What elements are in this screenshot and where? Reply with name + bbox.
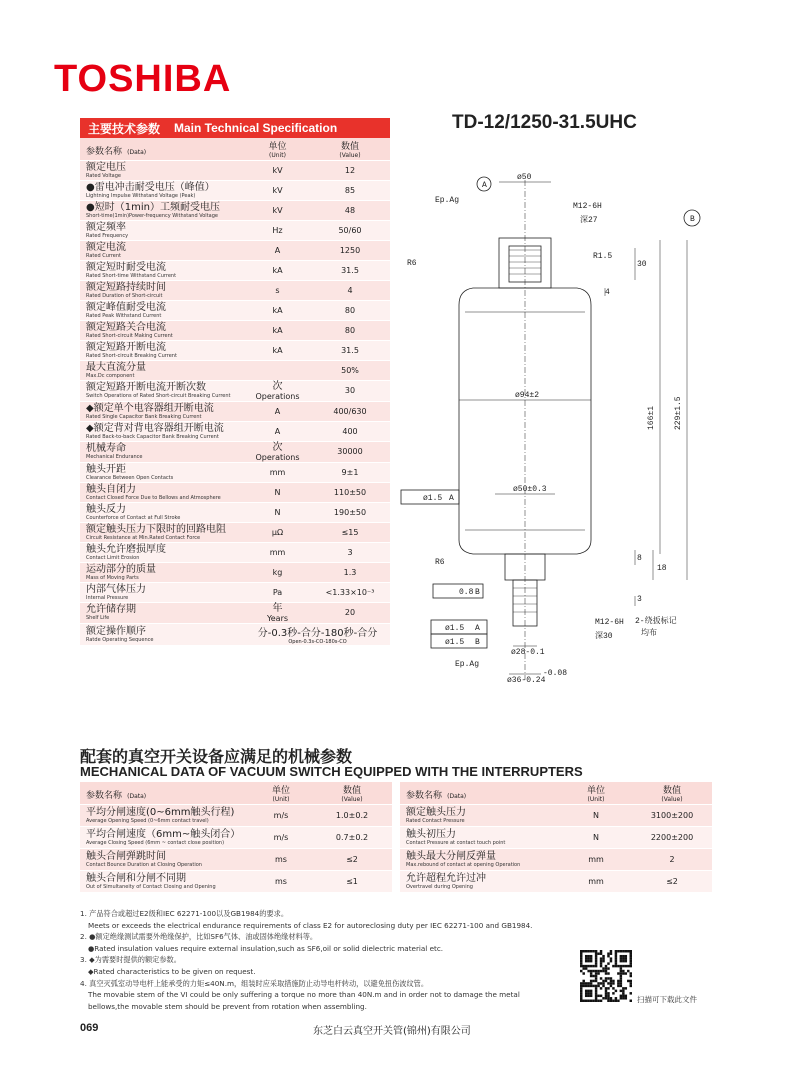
mech-title-en: MECHANICAL DATA OF VACUUM SWITCH EQUIPPED WITH THE INTERRUPTERS <box>80 764 583 779</box>
company-name: 东芝白云真空开关管(锦州)有限公司 <box>313 1026 471 1037</box>
mech-value: 1.0±0.2 <box>312 804 392 826</box>
spec-value: <1.33×10⁻³ <box>310 582 390 602</box>
drawing-label: ø1.5 <box>423 494 443 503</box>
spec-name-cn: 额定短路持续时间 <box>86 281 166 293</box>
spec-name-cn: 额定电流 <box>86 241 126 253</box>
drawing-label: Ep.Ag <box>435 196 460 205</box>
note-line: ●Rated insulation values require external insulation,such as SF6,oil or solid dielectric material etc. <box>88 943 444 953</box>
spec-value: 50% <box>310 360 390 380</box>
mech-row <box>80 826 392 848</box>
spec-name-en: Clearance Between Open Contacts <box>86 474 174 481</box>
spec-value: 30 <box>310 380 390 401</box>
drawing-label: -0.08 <box>543 669 568 678</box>
spec-header-row <box>80 138 390 160</box>
mech-name-en: Out of Simultaneity of Contact Closing and Opening <box>86 883 216 890</box>
spec-name-cn: 内部气体压力 <box>86 583 146 595</box>
spec-name-en: Rated Voltage <box>86 172 121 179</box>
spec-name <box>80 502 245 522</box>
spec-unit <box>245 360 310 380</box>
mech-title-cn: 配套的真空开关设备应满足的机械参数 <box>80 747 353 766</box>
spec-name-cn: 运动部分的质量 <box>86 563 156 575</box>
spec-table <box>80 138 390 646</box>
spec-value: 9±1 <box>310 462 390 482</box>
spec-name-en: Circuit Resistance at Min.Rated Contact Force <box>86 534 201 541</box>
model-number: TD-12/1250-31.5UHC <box>452 112 637 133</box>
spec-unit: A <box>245 421 310 441</box>
spec-value: 50/60 <box>310 220 390 240</box>
spec-unit: μΩ <box>245 522 310 542</box>
spec-row <box>80 300 390 320</box>
spec-name <box>80 462 245 482</box>
spec-name-cn: 额定触头压力下限时的回路电阻 <box>86 523 226 535</box>
spec-name-en: Shelf Life <box>86 615 110 621</box>
spec-row <box>80 542 390 562</box>
drawing-label: 深30 <box>595 632 613 641</box>
spec-unit: kA <box>245 260 310 280</box>
spec-name-cn: 额定短路关合电流 <box>86 321 166 333</box>
spec-row <box>80 340 390 360</box>
spec-name-en: Counterforce of Contact at Full Stroke <box>86 514 181 521</box>
spec-name-en: Mass of Moving Parts <box>86 574 139 581</box>
mech-row <box>400 804 712 826</box>
spec-name <box>80 562 245 582</box>
spec-name <box>80 582 245 602</box>
note-line: bellows,the movable stem should be prevent from rotation when assembling. <box>88 1001 367 1011</box>
drawing-label: 166±1 <box>647 405 656 430</box>
spec-row <box>80 380 390 401</box>
spec-value: 12 <box>310 160 390 180</box>
spec-name-cn: 额定短时耐受电流 <box>86 261 166 273</box>
spec-unit-cn: 年 <box>272 602 283 614</box>
spec-name-en: Rated Peak Withstand Current <box>86 312 162 319</box>
header-unit: 单位 (Unit) <box>560 782 632 804</box>
spec-name-cn: ●雷电冲击耐受电压（峰值） <box>86 181 215 193</box>
spec-name-en: Rated Single Capacitor Bank Breaking Current <box>86 413 202 420</box>
spec-name <box>80 340 245 360</box>
spec-name <box>80 220 245 240</box>
spec-value: 80 <box>310 300 390 320</box>
spec-row <box>80 320 390 340</box>
spec-name-en: Rated Current <box>86 252 122 259</box>
spec-row <box>80 421 390 441</box>
spec-value: 1250 <box>310 240 390 260</box>
spec-value: 31.5 <box>310 340 390 360</box>
spec-name-en: Rated Back-to-back Capacitor Bank Breaking Current <box>86 433 219 440</box>
spec-name-en: Contact Limit Erosion <box>86 554 140 561</box>
spec-banner <box>80 118 390 138</box>
drawing-label: A <box>482 181 487 190</box>
spec-name <box>80 180 245 200</box>
spec-unit: A <box>245 240 310 260</box>
sequence-cn: 分-0.3秒-合分-180秒-合分 <box>257 627 378 639</box>
note-line: ◆Rated characteristics to be given on request. <box>88 966 256 976</box>
spec-value: 4 <box>310 280 390 300</box>
spec-name <box>80 320 245 340</box>
mech-value: 2200±200 <box>632 826 712 848</box>
spec-title-cn: 主要技术参数 <box>88 121 161 136</box>
mech-row <box>400 848 712 870</box>
spec-name-cn: 额定峰值耐受电流 <box>86 301 166 313</box>
spec-value: 80 <box>310 320 390 340</box>
spec-unit: kV <box>245 160 310 180</box>
spec-unit-en: Operations <box>255 391 300 401</box>
mech-unit: mm <box>560 870 632 892</box>
header-name: 参数名称 (Data) <box>400 782 560 804</box>
drawing-label: A <box>475 624 480 633</box>
spec-name-cn: ◆额定背对背电容器组开断电流 <box>86 422 224 434</box>
header-value: 数值 (Value) <box>312 782 392 804</box>
spec-unit: kA <box>245 300 310 320</box>
sequence-en: Open-0.3s-CO-180s-CO <box>288 638 347 645</box>
qr-code[interactable] <box>580 950 632 1002</box>
spec-name <box>80 240 245 260</box>
note-line: 4. 真空灭弧室动导电杆上能承受的力矩≤40N.m，组装时应采取措施防止动导电杆转动，以避免扭伤波纹管。 <box>80 978 429 988</box>
mech-name-cn: 平均合闸速度（6mm~触头闭合） <box>86 828 241 840</box>
spec-unit: A <box>245 401 310 421</box>
drawing-label: 3 <box>637 595 642 604</box>
spec-name <box>80 542 245 562</box>
mech-name <box>400 848 560 870</box>
spec-name-en: Rated Short-time Withstand Current <box>86 272 177 279</box>
spec-row <box>80 582 390 602</box>
spec-unit: mm <box>245 462 310 482</box>
spec-row-sequence <box>80 623 390 645</box>
note-line: 2. ●额定绝缘测试需要外绝缘保护，比如SF6气体、油或固体绝缘材料等。 <box>80 932 318 942</box>
spec-title-en: Main Technical Specification <box>174 121 338 135</box>
spec-value: 400 <box>310 421 390 441</box>
spec-name <box>80 300 245 320</box>
mech-name-cn: 触头合闸和分闸不同期 <box>86 872 186 884</box>
drawing-label: Ep.Ag <box>455 660 480 669</box>
mech-unit: N <box>560 826 632 848</box>
spec-name-cn: 额定短路开断电流开断次数 <box>86 382 206 393</box>
spec-name-cn: 机械寿命 <box>86 443 126 454</box>
spec-name <box>80 260 245 280</box>
spec-name <box>80 160 245 180</box>
drawing-label: 2-绕扳标记 <box>635 617 677 626</box>
spec-name <box>80 441 245 462</box>
spec-name-en: Max.Dc component <box>86 372 135 379</box>
spec-row <box>80 401 390 421</box>
spec-row <box>80 562 390 582</box>
spec-name <box>80 360 245 380</box>
mech-left-header <box>80 782 392 804</box>
mech-row <box>400 826 712 848</box>
spec-name <box>80 482 245 502</box>
spec-value: ≤15 <box>310 522 390 542</box>
spec-value: 48 <box>310 200 390 220</box>
mech-name <box>80 804 250 826</box>
spec-name <box>80 421 245 441</box>
spec-name-en: Rated Short-circuit Making Current <box>86 332 173 339</box>
spec-unit: s <box>245 280 310 300</box>
spec-row <box>80 220 390 240</box>
mech-name-en: Average Opening Speed (0~6mm contact travel) <box>86 817 209 824</box>
mech-table-right <box>400 782 712 893</box>
spec-name <box>80 280 245 300</box>
mech-value: ≤2 <box>632 870 712 892</box>
drawing-label: B <box>475 638 480 647</box>
spec-name-en: Lightning Impulse Withstand Voltage (Peak) <box>86 192 196 199</box>
spec-name-cn: 触头允许磨损厚度 <box>86 543 166 555</box>
spec-name-en: Switch Operations of Rated Short-circuit Breaking Current <box>86 393 231 399</box>
note-line: 3. ◆为需要时提供的额定参数。 <box>80 955 181 965</box>
notes <box>80 908 600 1012</box>
spec-value: 30000 <box>310 441 390 462</box>
spec-unit <box>245 380 310 401</box>
mech-table-left <box>80 782 392 893</box>
drawing-label: 30 <box>637 260 647 269</box>
interrupter-drawing <box>395 160 725 700</box>
mech-name <box>400 826 560 848</box>
header-unit: 单位 (Unit) <box>245 138 310 160</box>
mech-unit: mm <box>560 848 632 870</box>
note-line: The movabie stem of the VI could be only suffering a torque no more than 40N.m and in order not to damage the metal <box>88 990 520 1000</box>
drawing-label: R6 <box>407 259 417 268</box>
spec-name <box>80 602 245 623</box>
drawing-label: ø36-0.24 <box>507 676 546 685</box>
spec-name <box>80 522 245 542</box>
header-value: 数值 (Value) <box>632 782 712 804</box>
spec-unit: Hz <box>245 220 310 240</box>
spec-unit: kA <box>245 320 310 340</box>
spec-name-en: Rated Frequency <box>86 232 129 239</box>
drawing-label: 229±1.5 <box>674 396 683 430</box>
spec-row <box>80 602 390 623</box>
mech-value: ≤2 <box>312 848 392 870</box>
drawing-label: 8 <box>637 554 642 563</box>
spec-unit-en: Operations <box>255 452 300 462</box>
spec-unit: kV <box>245 200 310 220</box>
mech-name-en: Overtravel during Opening <box>406 883 473 890</box>
mech-name-cn: 触头初压力 <box>406 828 456 840</box>
drawing-label: B <box>690 215 695 224</box>
mech-unit: m/s <box>250 804 312 826</box>
spec-name-cn: 触头自闭力 <box>86 483 136 495</box>
spec-unit-cn: 次 <box>272 380 283 392</box>
spec-unit: mm <box>245 542 310 562</box>
spec-unit <box>245 441 310 462</box>
spec-name-cn: ◆额定单个电容器组开断电流 <box>86 402 214 414</box>
header-name: 参数名称 (Data) <box>80 138 245 160</box>
mech-name-en: Contact Pressure at contact touch point <box>406 839 506 846</box>
mech-name-cn: 触头最大分闸反弹量 <box>406 850 496 862</box>
spec-unit <box>245 602 310 623</box>
spec-row <box>80 482 390 502</box>
spec-name-cn: ●短时（1min）工频耐受电压 <box>86 201 220 213</box>
mech-name-cn: 平均分闸速度(0~6mm触头行程) <box>86 806 235 818</box>
spec-value: 31.5 <box>310 260 390 280</box>
spec-name-en: Short-time(1min)Power-frequency Withstand Voltage <box>86 212 218 219</box>
drawing-label: ø1.5 <box>445 624 465 633</box>
drawing-label: M12-6H <box>595 618 624 627</box>
spec-value: 1.3 <box>310 562 390 582</box>
spec-row <box>80 522 390 542</box>
spec-row <box>80 462 390 482</box>
mech-right-header <box>400 782 712 804</box>
drawing-label: B <box>475 588 480 597</box>
mech-unit: N <box>560 804 632 826</box>
spec-name-en: Contact Closed Force Due to Bellows and Atmosphere <box>86 494 221 501</box>
spec-name-cn: 额定电压 <box>86 161 126 173</box>
mech-name <box>80 848 250 870</box>
spec-name <box>80 623 245 645</box>
mech-unit: ms <box>250 848 312 870</box>
spec-unit: kg <box>245 562 310 582</box>
mech-name-en: Contact Bounce Duration at Closing Operation <box>86 861 202 868</box>
mech-unit: ms <box>250 870 312 892</box>
spec-row <box>80 441 390 462</box>
drawing-label: 0.8 <box>459 588 474 597</box>
spec-name-cn: 触头开距 <box>86 463 126 475</box>
toshiba-logo: TOSHIBA <box>54 58 232 100</box>
spec-row <box>80 280 390 300</box>
mech-row <box>400 870 712 892</box>
mech-name <box>80 826 250 848</box>
spec-name-cn: 最大直流分量 <box>86 361 146 373</box>
spec-name-en: Ratde Operating Sequence <box>86 636 154 643</box>
mech-name-cn: 额定触头压力 <box>406 806 466 818</box>
header-unit: 单位 (Unit) <box>250 782 312 804</box>
spec-unit-cn: 次 <box>272 441 283 453</box>
qr-caption: 扫描可下载此文件 <box>637 995 697 1004</box>
spec-name <box>80 380 245 401</box>
mech-row <box>80 848 392 870</box>
page-number: 069 <box>80 1022 99 1034</box>
spec-unit: kA <box>245 340 310 360</box>
spec-unit: N <box>245 482 310 502</box>
spec-row <box>80 260 390 280</box>
spec-name-cn: 额定操作顺序 <box>86 625 146 637</box>
mech-name-cn: 允许超程允许过冲 <box>406 872 486 884</box>
spec-name-cn: 额定短路开断电流 <box>86 341 166 353</box>
spec-row <box>80 502 390 522</box>
spec-value: 85 <box>310 180 390 200</box>
mech-unit: m/s <box>250 826 312 848</box>
note-line: 1. 产品符合或超过E2级和IEC 62271-100以及GB1984的要求。 <box>80 909 289 918</box>
drawing-label: R6 <box>435 558 445 567</box>
mech-value: 3100±200 <box>632 804 712 826</box>
spec-unit: kV <box>245 180 310 200</box>
drawing-label: ø1.5 <box>445 638 465 647</box>
spec-name-cn: 允许储存期 <box>86 604 136 615</box>
drawing-label: ø50 <box>517 173 532 182</box>
drawing-label: 深27 <box>580 216 598 225</box>
drawing-label: 均布 <box>641 629 657 638</box>
spec-value: 400/630 <box>310 401 390 421</box>
drawing-label: ø28-0.1 <box>511 648 545 657</box>
spec-unit: N <box>245 502 310 522</box>
spec-name-en: Internal Pressure <box>86 594 129 601</box>
spec-value: 190±50 <box>310 502 390 522</box>
mech-value: 0.7±0.2 <box>312 826 392 848</box>
mech-row <box>80 870 392 892</box>
mech-name <box>400 870 560 892</box>
spec-row <box>80 200 390 220</box>
spec-name-en: Rated Short-circuit Breaking Current <box>86 352 177 359</box>
mech-value: ≤1 <box>312 870 392 892</box>
mech-name <box>80 870 250 892</box>
spec-name-cn: 额定频率 <box>86 221 126 233</box>
mech-name <box>400 804 560 826</box>
spec-unit-en: Years <box>266 613 289 623</box>
drawing-label: 4 <box>605 288 610 297</box>
spec-value: 3 <box>310 542 390 562</box>
spec-row <box>80 240 390 260</box>
spec-row <box>80 160 390 180</box>
mech-name-en: Max.rebound of contact at opening Operation <box>406 861 521 868</box>
drawing-label: ø50±0.3 <box>513 485 547 494</box>
spec-value <box>245 623 390 645</box>
spec-value: 110±50 <box>310 482 390 502</box>
spec-value: 20 <box>310 602 390 623</box>
drawing-label: 18 <box>657 564 667 573</box>
mech-name-en: Rated Contact Pressure <box>406 817 465 824</box>
spec-name <box>80 401 245 421</box>
spec-name <box>80 200 245 220</box>
spec-name-cn: 触头反力 <box>86 503 126 515</box>
drawing-label: R1.5 <box>593 252 613 261</box>
note-line: Meets or exceeds the electrical endurance requirements of class E2 for autoreclosing duty per IEC 62271-100 and GB1984. <box>88 920 533 930</box>
mech-value: 2 <box>632 848 712 870</box>
spec-row <box>80 180 390 200</box>
spec-row <box>80 360 390 380</box>
drawing-label: A <box>449 494 454 503</box>
header-name: 参数名称 (Data) <box>80 782 250 804</box>
mech-name-en: Average Closing Speed (6mm ~ contact close position) <box>86 839 225 846</box>
mech-name-cn: 触头合闸弹跳时间 <box>86 850 166 862</box>
spec-name-en: Mechanical Endurance <box>86 454 143 460</box>
header-value: 数值 (Value) <box>310 138 390 160</box>
drawing-label: M12-6H <box>573 202 602 211</box>
drawing-label: ø94±2 <box>515 391 540 400</box>
spec-unit: Pa <box>245 582 310 602</box>
spec-name-en: Rated Duration of Short-circuit <box>86 292 163 299</box>
mech-row <box>80 804 392 826</box>
